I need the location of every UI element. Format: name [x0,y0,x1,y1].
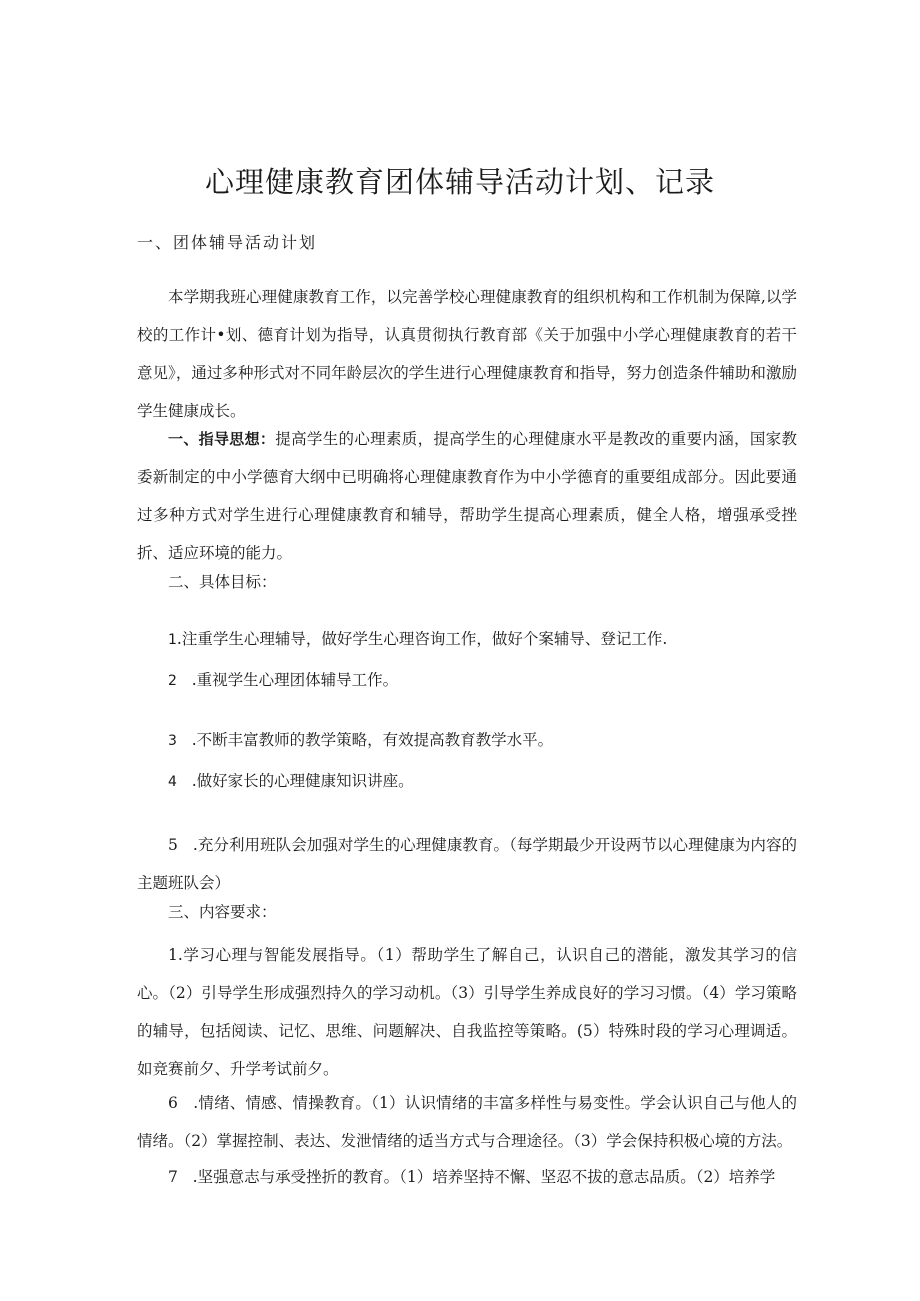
goal-number: 2 [168,673,177,689]
goal-text: .重视学生心理团体辅导工作。 [191,671,399,689]
content-text: .坚强意志与承受挫折的教育。（1）培养坚持不懈、坚忍不拔的意志品质。（2）培养学 [192,1168,776,1186]
goals-heading: 二、具体目标： [168,573,277,591]
goal-number: 1 [168,632,177,648]
content-number: 7 [168,1168,178,1186]
goal-number: 4 [168,774,177,790]
guiding-thought-text: 提高学生的心理素质，提高学生的心理健康水平是教改的重要内涵，国家教委新制定的中小学德育大纲中已明确将心理健康教育作为中小学德育的重要组成部分。因此要通过多种方式对学生进行心理健康教育和辅导，帮助学生提高心理素质，健全人格，增强承受挫折、适应环境的能力。 [137,430,797,562]
goal-number: 5 [168,836,178,854]
goal-item [168,769,414,791]
goal-item [137,826,797,902]
document-title: 心理健康教育团体辅导活动计划、记录 [204,165,715,199]
content-number: 1 [168,946,178,964]
section-heading-plan: 一、团体辅导活动计划 [137,233,318,252]
content-heading: 三、内容要求： [168,903,277,921]
content-text: .学习心理与智能发展指导。（1）帮助学生了解自己，认识自己的潜能，激发其学习的信心。（2）引导学生形成强烈持久的学习动机。（3）引导学生养成良好的学习习惯。（4）学习策略的辅导，包括阅读、记忆、思维、问题解决、自我监控等策略。(5）特殊时段的学习心理调适。如竞赛前夕、升学考试前夕。 [137,946,797,1078]
guiding-thought-label: 一、指导思想： [168,430,276,448]
goal-text: .注重学生心理辅导，做好学生心理咨询工作，做好个案辅导、登记工作. [176,630,668,648]
goal-item [168,627,667,649]
content-number: 6 [168,1094,178,1112]
content-item [137,1084,797,1160]
goal-number: 3 [168,733,177,749]
content-item [137,936,797,1088]
goal-text: .充分利用班队会加强对学生的心理健康教育。（每学期最少开设两节以心理健康为内容的主题班队会） [137,836,798,892]
goal-item [168,728,553,750]
goal-item [168,668,398,690]
intro-paragraph: 本学期我班心理健康教育工作，以完善学校心理健康教育的组织机构和工作机制为保障,以学校的工作计•划、德育计划为指导，认真贯彻执行教育部《关于加强中小学心理健康教育的若干意见》，通过多种形式对不同年龄层次的学生进行心理健康教育和指导，努力创造条件辅助和激励学生健康成长。 [137,288,797,420]
content-text: .情绪、情感、情操教育。（1）认识情绪的丰富多样性与易变性。学会认识自己与他人的情绪。（2）掌握控制、表达、发泄情绪的适当方式与合理途径。（3）学会保持积极心境的方法。 [137,1094,797,1150]
guiding-thought-paragraph [137,420,797,572]
goal-text: .不断丰富教师的教学策略，有效提高教育教学水平。 [191,731,554,749]
goal-text: .做好家长的心理健康知识讲座。 [191,772,414,790]
content-item [137,1158,797,1196]
